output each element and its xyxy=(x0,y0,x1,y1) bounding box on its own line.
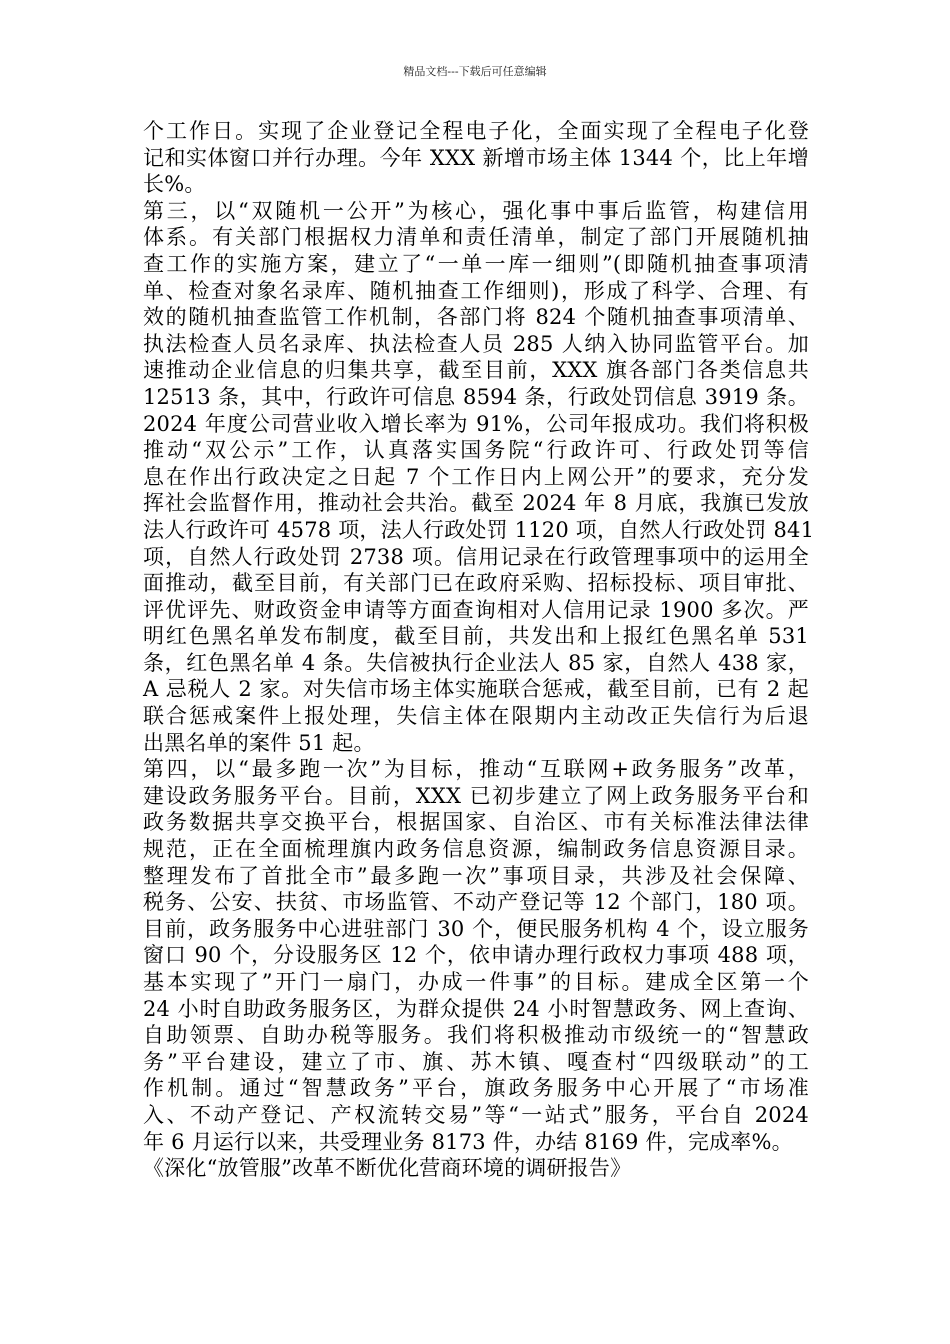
text-line: 整理发布了首批全市”最多跑一次”事项目录，共涉及社会保障、 xyxy=(143,863,809,888)
text-line: 单、检查对象名录库、随机抽查工作细则)，形成了科学、合理、有 xyxy=(143,278,809,303)
text-line: 自助领票、自助办税等服务。我们将积极推动市级统一的“智慧政 xyxy=(143,1023,809,1048)
paragraph-1 xyxy=(143,118,809,198)
text-line: 第三，以“双随机一公开”为核心，强化事中事后监管，构建信用 xyxy=(143,198,809,223)
text-line: 24 小时自助政务服务区，为群众提供 24 小时智慧政务、网上查询、 xyxy=(143,996,809,1021)
text-line: 建设政务服务平台。目前，XXX 已初步建立了网上政务服务平台和 xyxy=(143,783,809,808)
text-line: 面推动，截至目前，有关部门已在政府采购、招标投标、项目审批、 xyxy=(143,571,809,596)
text-line: 12513 条，其中，行政许可信息 8594 条，行政处罚信息 3919 条。 xyxy=(143,384,809,409)
text-line: 务”平台建设，建立了市、旗、苏木镇、嘎查村“四级联动”的工 xyxy=(143,1049,809,1074)
text-line: 项，自然人行政处罚 2738 项。信用记录在行政管理事项中的运用全 xyxy=(143,544,809,569)
document-title-reference xyxy=(143,1155,809,1182)
text-line: 入、不动产登记、产权流转交易”等“一站式”服务，平台自 2024 xyxy=(143,1102,809,1127)
text-line: 作机制。通过“智慧政务”平台，旗政务服务中心开展了“市场准 xyxy=(143,1076,809,1101)
text-line: 窗口 90 个，分设服务区 12 个，依申请办理行政权力事项 488 项， xyxy=(143,943,809,968)
text-line: 挥社会监督作用，推动社会共治。截至 2024 年 8 月底，我旗已发放 xyxy=(143,491,809,516)
text-line: 效的随机抽查监管工作机制，各部门将 824 个随机抽查事项清单、 xyxy=(143,305,809,330)
text-line: 推动“双公示”工作，认真落实国务院“行政许可、行政处罚等信 xyxy=(143,438,809,463)
page-header: 精品文档---下载后可任意编辑 xyxy=(403,65,547,78)
text-line: 基本实现了”开门一扇门，办成一件事”的目标。建成全区第一个 xyxy=(143,970,809,994)
paragraph-3 xyxy=(143,756,809,1155)
text-line: 年 6 月运行以来，共受理业务 8173 件，办结 8169 件，完成率%。 xyxy=(143,1129,793,1154)
text-line: 出黑名单的案件 51 起。 xyxy=(143,730,375,755)
text-line: 政务数据共享交换平台，根据国家、自治区、市有关标准法律法律 xyxy=(143,810,809,835)
text-line: 联合惩戒案件上报处理，失信主体在限期内主动改正失信行为后退 xyxy=(143,704,809,729)
text-line: 2024 年度公司营业收入增长率为 91%，公司年报成功。我们将积极 xyxy=(143,411,809,436)
document-body xyxy=(143,118,815,1182)
text-line: 条，红色黑名单 4 条。失信被执行企业法人 85 家，自然人 438 家， xyxy=(143,650,809,675)
text-line: 长%。 xyxy=(143,172,206,197)
text-line: 体系。有关部门根据权力清单和责任清单，制定了部门开展随机抽 xyxy=(143,225,809,250)
text-line: 《深化“放管服”改革不断优化营商环境的调研报告》 xyxy=(143,1156,632,1181)
text-line: 规范，正在全面梳理旗内政务信息资源，编制政务信息资源目录。 xyxy=(143,837,809,862)
text-line: A 忌税人 2 家。对失信市场主体实施联合惩戒，截至目前，已有 2 起 xyxy=(143,677,809,702)
text-line: 执法检查人员名录库、执法检查人员 285 人纳入协同监管平台。加 xyxy=(143,331,809,356)
text-line: 息在作出行政决定之日起 7 个工作日内上网公开”的要求，充分发 xyxy=(143,464,809,489)
text-line: 目前，政务服务中心进驻部门 30 个，便民服务机构 4 个，设立服务 xyxy=(143,916,809,941)
text-line: 法人行政许可 4578 项，法人行政处罚 1120 项，自然人行政处罚 841 xyxy=(143,517,815,542)
text-line: 第四，以“最多跑一次”为目标，推动“互联网+政务服务”改革， xyxy=(143,757,809,782)
text-line: 明红色黑名单发布制度，截至目前，共发出和上报红色黑名单 531 xyxy=(143,624,809,649)
text-line: 评优评先、财政资金申请等方面查询相对人信用记录 1900 多次。严 xyxy=(143,597,809,622)
text-line: 税务、公安、扶贫、市场监管、不动产登记等 12 个部门，180 项。 xyxy=(143,890,809,915)
text-line: 个工作日。实现了企业登记全程电子化，全面实现了全程电子化登 xyxy=(143,119,809,143)
paragraph-2 xyxy=(143,198,815,756)
text-line: 查工作的实施方案，建立了“一单一库一细则”(即随机抽查事项清 xyxy=(143,251,809,276)
text-line: 速推动企业信息的归集共享，截至目前，XXX 旗各部门各类信息共 xyxy=(143,358,809,383)
text-line: 记和实体窗口并行办理。今年 XXX 新增市场主体 1344 个，比上年增 xyxy=(143,145,809,170)
